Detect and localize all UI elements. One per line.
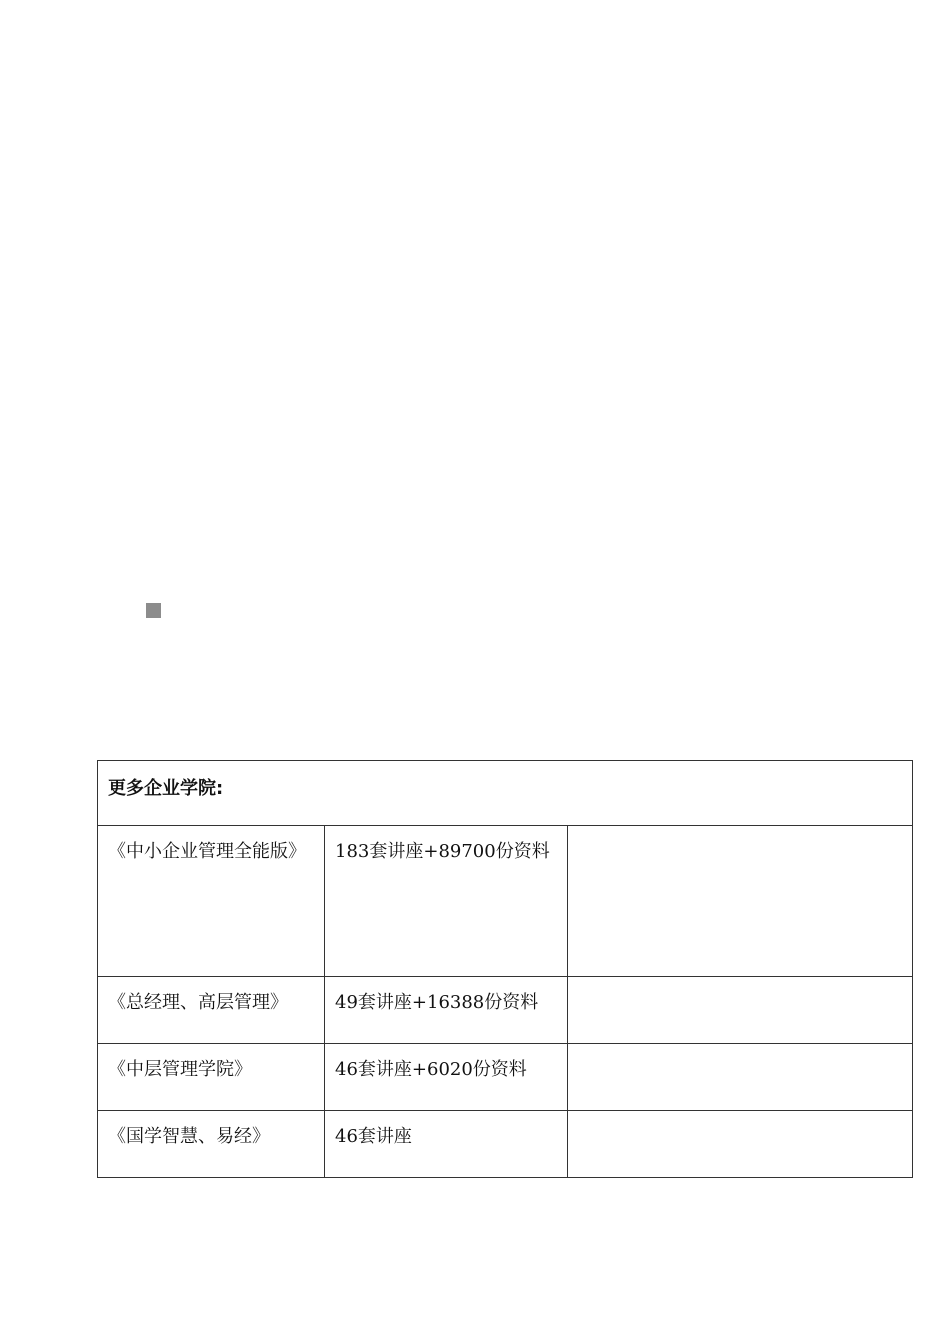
course-extra (578, 826, 902, 838)
course-name-cell (98, 1044, 325, 1111)
course-extra-cell (568, 1044, 913, 1111)
course-extra-cell (568, 826, 913, 977)
course-extra (578, 1111, 902, 1123)
course-detail: 46套讲座 (335, 1126, 412, 1147)
course-name: 《中层管理学院》 (108, 1059, 252, 1080)
course-detail-cell (325, 1044, 568, 1111)
course-name: 《中小企业管理全能版》 (108, 841, 306, 862)
table-row (98, 977, 913, 1044)
course-extra (578, 1044, 902, 1056)
section-title: 更多企业学院: (108, 778, 224, 799)
table-row (98, 1044, 913, 1111)
course-detail-cell (325, 826, 568, 977)
course-extra-cell (568, 977, 913, 1044)
course-detail: 49套讲座+16388份资料 (335, 992, 539, 1013)
course-detail-cell (325, 977, 568, 1044)
course-name-cell (98, 1111, 325, 1178)
course-name: 《国学智慧、易经》 (108, 1126, 270, 1147)
course-extra (578, 977, 902, 989)
table-row (98, 1111, 913, 1178)
course-detail: 183套讲座+89700份资料 (335, 841, 550, 862)
course-detail: 46套讲座+6020份资料 (335, 1059, 527, 1080)
enterprise-academy-table (97, 760, 913, 1178)
course-extra-cell (568, 1111, 913, 1178)
course-name-cell (98, 826, 325, 977)
course-detail-cell (325, 1111, 568, 1178)
course-name: 《总经理、高层管理》 (108, 992, 288, 1013)
bullet-square-icon (146, 603, 161, 618)
course-name-cell (98, 977, 325, 1044)
table-row (98, 826, 913, 977)
